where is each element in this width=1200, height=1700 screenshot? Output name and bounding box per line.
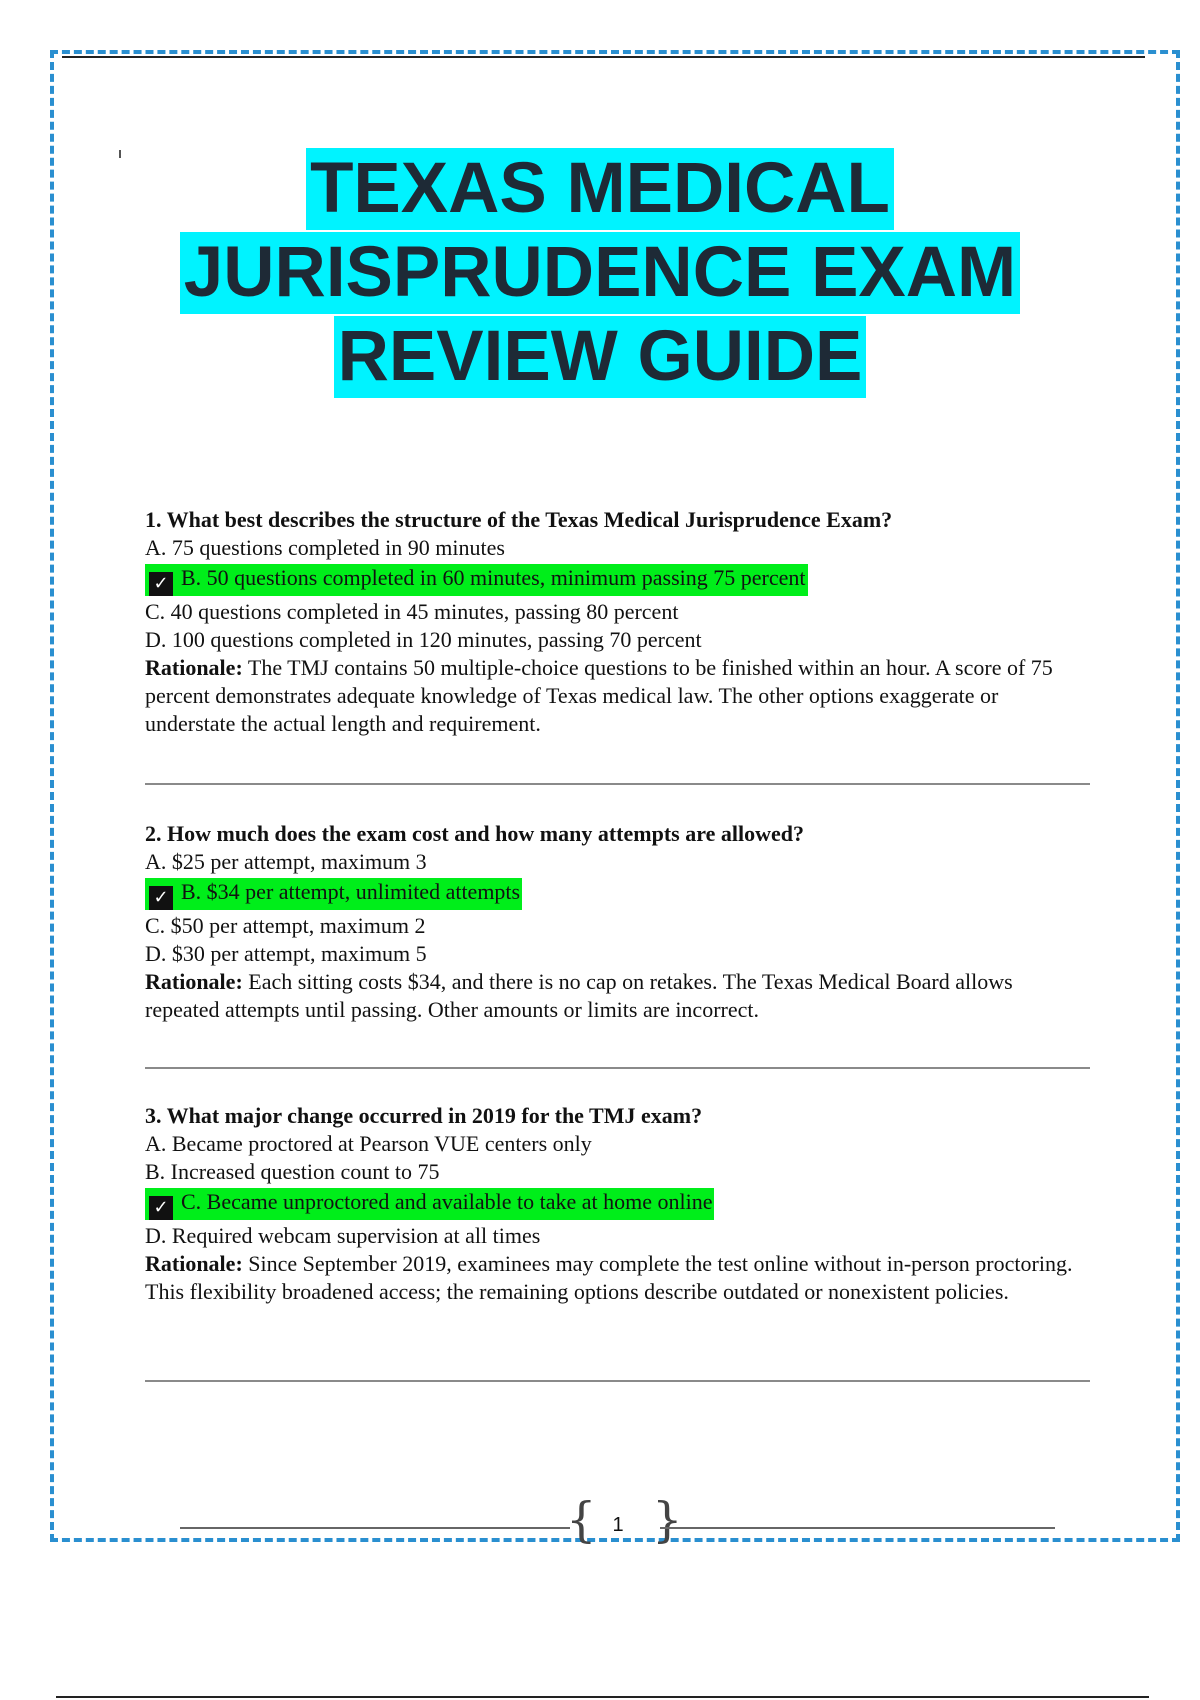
answer-option-b-correct xyxy=(145,564,808,596)
answer-option-d: D. Required webcam supervision at all times xyxy=(145,1223,541,1248)
rationale-label: Rationale: xyxy=(145,969,243,994)
footer-line-right xyxy=(660,1527,1055,1529)
rationale xyxy=(145,654,1090,738)
question-block-2 xyxy=(145,820,1090,1024)
answer-option-b-correct xyxy=(145,878,522,910)
question-text: 1. What best describes the structure of the Texas Medical Jurisprudence Exam? xyxy=(145,507,893,532)
title-line-1: TEXAS MEDICAL xyxy=(306,148,894,230)
rationale xyxy=(145,1250,1090,1306)
rationale-text: Since September 2019, examinees may complete the test online without in-person proctoring. This flexibility broadened access; the remaining options describe outdated or nonexistent policies. xyxy=(145,1251,1073,1304)
check-icon: ✓ xyxy=(149,886,173,910)
answer-option-text: B. $34 per attempt, unlimited attempts xyxy=(181,879,521,904)
question-text: 3. What major change occurred in 2019 for the TMJ exam? xyxy=(145,1103,703,1128)
title-line-3: REVIEW GUIDE xyxy=(334,316,867,398)
question-block-3 xyxy=(145,1102,1090,1306)
brace-left-icon: { xyxy=(566,1492,597,1548)
answer-option-text: B. 50 questions completed in 60 minutes, minimum passing 75 percent xyxy=(181,565,806,590)
answer-option-c: C. $50 per attempt, maximum 2 xyxy=(145,913,426,938)
answer-option-d: D. 100 questions completed in 120 minutes, passing 70 percent xyxy=(145,627,702,652)
section-divider xyxy=(145,783,1090,785)
check-icon: ✓ xyxy=(149,1196,173,1220)
question-block-1 xyxy=(145,506,1090,738)
check-icon: ✓ xyxy=(149,572,173,596)
rationale xyxy=(145,968,1090,1024)
section-divider xyxy=(145,1067,1090,1069)
rationale-label: Rationale: xyxy=(145,1251,243,1276)
answer-option-c-correct xyxy=(145,1188,714,1220)
answer-option-a: A. 75 questions completed in 90 minutes xyxy=(145,535,505,560)
bottom-rule xyxy=(56,1696,1149,1698)
answer-option-a: A. Became proctored at Pearson VUE centers only xyxy=(145,1131,592,1156)
document-title xyxy=(0,148,1200,400)
question-text: 2. How much does the exam cost and how many attempts are allowed? xyxy=(145,821,804,846)
title-line-2: JURISPRUDENCE EXAM xyxy=(180,232,1020,314)
footer-line-left xyxy=(180,1527,570,1529)
header-rule xyxy=(62,56,1145,58)
answer-option-b: B. Increased question count to 75 xyxy=(145,1159,440,1184)
answer-option-c: C. 40 questions completed in 45 minutes, passing 80 percent xyxy=(145,599,679,624)
page-number: 1 xyxy=(612,1514,624,1536)
section-divider xyxy=(145,1380,1090,1382)
rationale-label: Rationale: xyxy=(145,655,243,680)
answer-option-d: D. $30 per attempt, maximum 5 xyxy=(145,941,427,966)
answer-option-a: A. $25 per attempt, maximum 3 xyxy=(145,849,427,874)
brace-right-icon: } xyxy=(652,1492,683,1548)
rationale-text: The TMJ contains 50 multiple-choice questions to be finished within an hour. A score of 75 percent demonstrates adequate knowledge of Texas medical law. The other options exaggerate or understate the actual length and requirement. xyxy=(145,655,1053,736)
answer-option-text: C. Became unproctored and available to take at home online xyxy=(181,1189,713,1214)
rationale-text: Each sitting costs $34, and there is no cap on retakes. The Texas Medical Board allows repeated attempts until passing. Other amounts or limits are incorrect. xyxy=(145,969,1013,1022)
